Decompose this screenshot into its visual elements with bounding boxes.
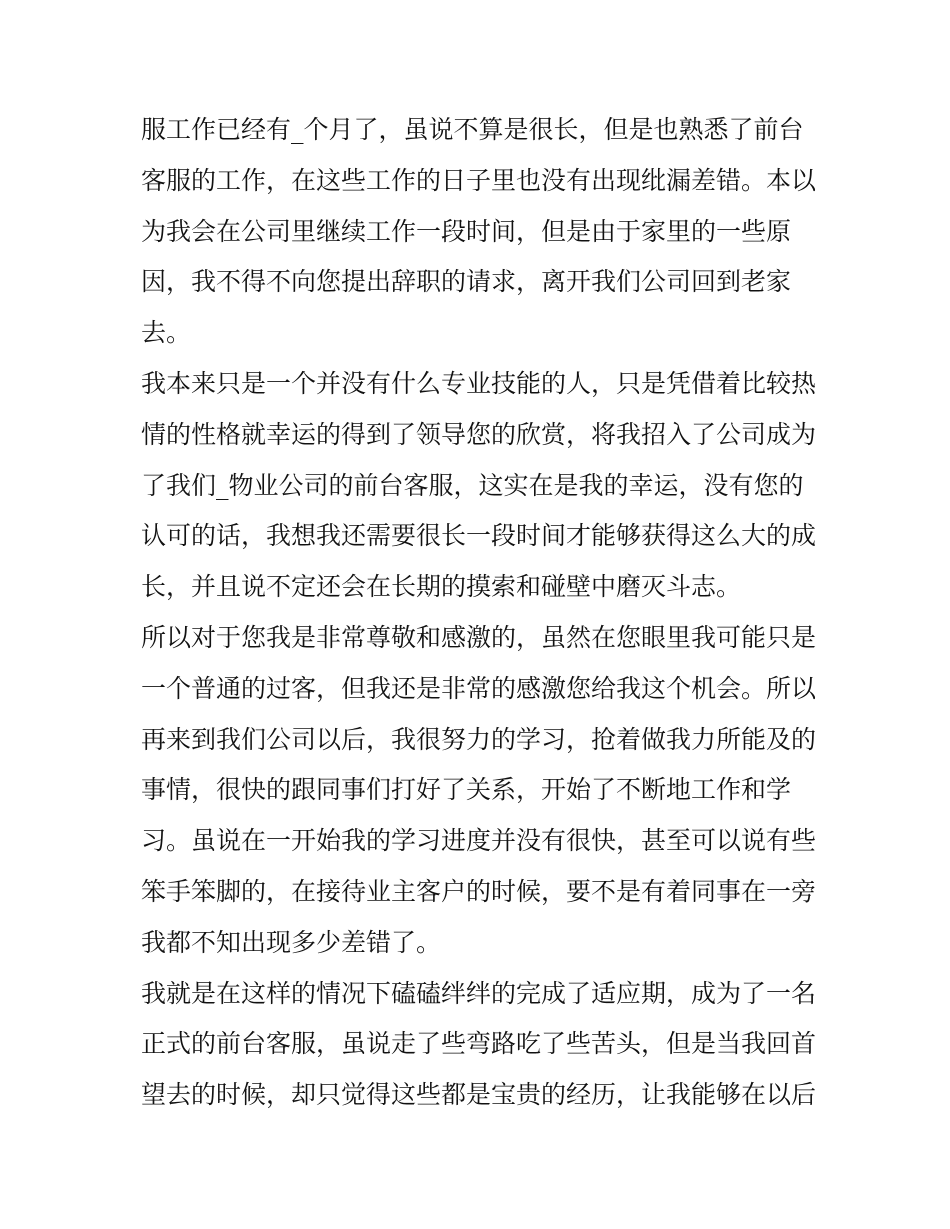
body-text [141, 105, 821, 1121]
text-line: 客服的工作，在这些工作的日子里也没有出现纰漏差错。本以 [141, 165, 817, 195]
text-line: 了我们_物业公司的前台客服，这实在是我的幸运，没有您的 [141, 470, 804, 500]
text-line: 认可的话，我想我还需要很长一段时间才能够获得这么大的成 [141, 521, 817, 551]
text-line: 我本来只是一个并没有什么专业技能的人，只是凭借着比较热 [141, 368, 817, 398]
text-line: 一个普通的过客，但我还是非常的感激您给我这个机会。所以 [141, 673, 817, 703]
text-line: 为我会在公司里继续工作一段时间，但是由于家里的一些原 [141, 216, 792, 246]
text-line: 去。 [141, 318, 192, 348]
text-line: 我都不知出现多少差错了。 [141, 927, 442, 957]
text-line: 长，并且说不定还会在长期的摸索和碰壁中磨灭斗志。 [141, 572, 742, 602]
text-line: 服工作已经有_个月了，虽说不算是很长，但是也熟悉了前台 [141, 115, 804, 144]
text-line: 望去的时候，却只觉得这些都是宝贵的经历，让我能够在以后 [141, 1080, 817, 1110]
text-line: 事情，很快的跟同事们打好了关系，开始了不断地工作和学 [141, 775, 792, 805]
text-line: 笨手笨脚的，在接待业主客户的时候，要不是有着同事在一旁 [141, 876, 817, 906]
text-line: 我就是在这样的情况下磕磕绊绊的完成了适应期，成为了一名 [141, 978, 817, 1008]
text-line: 正式的前台客服，虽说走了些弯路吃了些苦头，但是当我回首 [141, 1029, 817, 1059]
text-line: 因，我不得不向您提出辞职的请求，离开我们公司回到老家 [141, 267, 792, 297]
text-line: 习。虽说在一开始我的学习进度并没有很快，甚至可以说有些 [141, 826, 817, 856]
text-line: 再来到我们公司以后，我很努力的学习，抢着做我力所能及的 [141, 724, 817, 754]
text-line: 所以对于您我是非常尊敬和感激的，虽然在您眼里我可能只是 [141, 622, 817, 652]
text-line: 情的性格就幸运的得到了领导您的欣赏，将我招入了公司成为 [141, 419, 817, 449]
